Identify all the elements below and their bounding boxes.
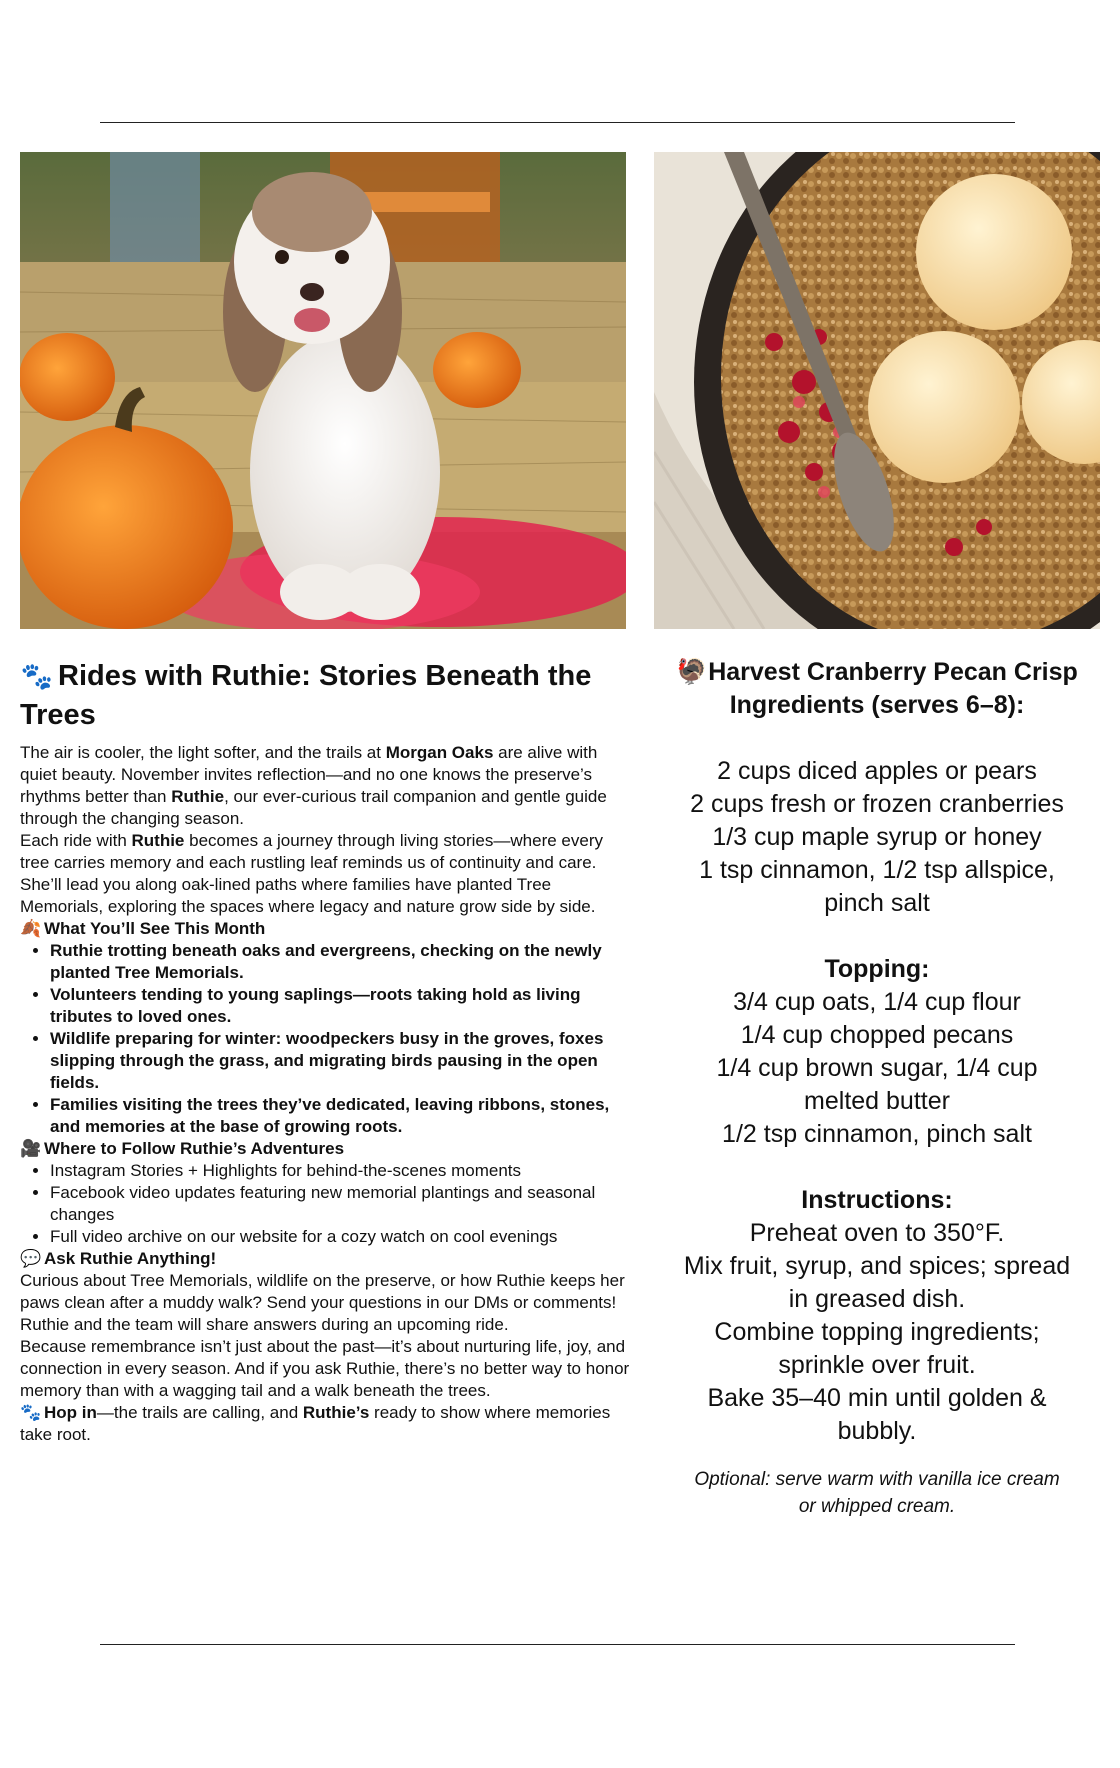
instruction-line: bubbly. [837,1417,917,1445]
bottom-divider [100,1644,1015,1645]
ask-heading: 💬 Ask Ruthie Anything! [20,1249,217,1269]
list-item: • Full video archive on our website for a cozy watch on cool evenings [50,1226,630,1248]
topping-line: 1/4 cup brown sugar, 1/4 cup [716,1054,1038,1082]
ask-paragraph: Curious about Tree Memorials, wildlife on the preserve, or how Ruthie keeps her paws clean after a muddy walk? Send your questions in our DMs or comments! Ruthie and the team will share answers during an upcoming ride. [20,1271,625,1334]
dog-photo [20,152,626,629]
topping-line: 1/4 cup chopped pecans [740,1021,1014,1049]
recipe-title: 🦃Harvest Cranberry Pecan Crisp [676,657,1078,686]
list-item: • Facebook video updates featuring new memorial plantings and seasonal changes [50,1182,630,1226]
instruction-line: Bake 35–40 min until golden & [707,1384,1047,1412]
ingredient-line: 1/3 cup maple syrup or honey [712,823,1042,851]
speech-bubble-icon: 💬 [20,1249,42,1269]
ingredient-line: pinch salt [824,889,930,917]
follow-heading: 🎥 Where to Follow Ruthie’s Adventures [20,1139,345,1159]
top-divider [100,122,1015,123]
instructions-heading: Instructions: [801,1186,953,1214]
article-title: 🐾 Rides with Ruthie: Stories Beneath the Trees [20,660,592,731]
topping-line: melted butter [804,1087,950,1115]
article [20,657,630,1446]
list-item: • Families visiting the trees they’ve dedicated, leaving ribbons, stones, and memories at the base of growing roots. [50,1094,630,1138]
optional-note: Optional: serve warm with vanilla ice cream or whipped cream. [694,1469,1060,1517]
ingredient-line: 2 cups fresh or frozen cranberries [690,790,1064,818]
instruction-line: sprinkle over fruit. [778,1351,976,1379]
recipe [654,655,1100,1520]
instruction-line: Combine topping ingredients; [714,1318,1040,1346]
list-item: • Wildlife preparing for winter: woodpeckers busy in the groves, foxes slipping through the grass, and migrating birds pausing in the open fields. [50,1028,630,1094]
topping-line: 3/4 cup oats, 1/4 cup flour [733,988,1021,1016]
paw-prints-icon: 🐾 [20,1403,42,1423]
list-item: • Volunteers tending to young saplings—roots taking hold as living tributes to loved ones. [50,984,630,1028]
video-camera-icon: 🎥 [20,1139,42,1159]
topping-heading: Topping: [824,955,930,983]
instruction-line: Preheat oven to 350°F. [749,1219,1005,1247]
ingredients-heading: Ingredients (serves 6–8): [729,691,1025,719]
ingredient-line: 2 cups diced apples or pears [717,757,1037,785]
hop-paragraph: 🐾 Hop in—the trails are calling, and Ruthie’s ready to show where memories take root. [20,1403,611,1444]
topping-line: 1/2 tsp cinnamon, pinch salt [722,1120,1032,1148]
ingredient-line: 1 tsp cinnamon, 1/2 tsp allspice, [699,856,1055,884]
see-list [20,940,630,1138]
turkey-icon: 🦃 [676,657,708,686]
instruction-line: Mix fruit, syrup, and spices; spread [683,1252,1071,1280]
intro-paragraph: The air is cooler, the light softer, and the trails at Morgan Oaks are alive with quiet beauty. November invites reflection—and no one knows the preserve’s rhythms better than Ruthie, our ever-curious trail companion and gentle guide through the changing season. [20,743,607,828]
list-item: • Ruthie trotting beneath oaks and evergreens, checking on the newly planted Tree Memorials. [50,940,630,984]
fallen-leaves-icon: 🍂 [20,919,42,939]
instruction-line: in greased dish. [788,1285,966,1313]
closing-paragraph: Because remembrance isn’t just about the past—it’s about nurturing life, joy, and connection in every season. And if you ask Ruthie, there’s no better way to honor memory than with a wagging tail and a walk beneath the trees. [20,1337,630,1400]
cranberry-crisp-photo [654,152,1100,629]
paw-prints-icon: 🐾 [20,662,54,692]
list-item: • Instagram Stories + Highlights for behind-the-scenes moments [50,1160,630,1182]
see-heading: 🍂 What You’ll See This Month [20,919,266,939]
ride-paragraph: Each ride with Ruthie becomes a journey through living stories—where every tree carries memory and each rustling leaf reminds us of continuity and care. She’ll lead you along oak-lined paths where families have planted Tree Memorials, exploring the spaces where legacy and nature grow side by side. [20,831,603,916]
follow-list [20,1160,630,1248]
